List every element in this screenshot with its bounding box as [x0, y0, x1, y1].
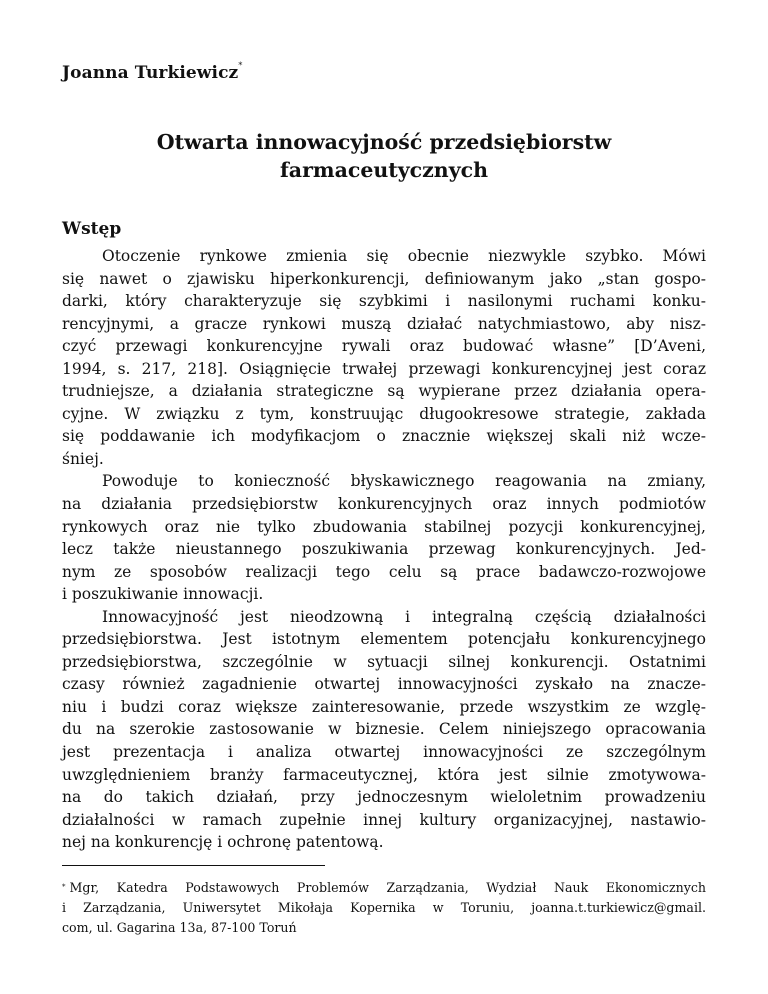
body-line: nym ze sposobów realizacji tego celu są prace badawczo-rozwojowe	[62, 562, 706, 581]
body-line: trudniejsze, a działania strategiczne są wypierane przez działania opera-	[62, 382, 706, 401]
paper-title	[62, 128, 706, 184]
body-line: cyjne. W związku z tym, konstruując długookresowe strategie, zakłada	[62, 404, 706, 423]
author-name-text: Joanna Turkiewicz	[62, 63, 239, 83]
footnote-mark: *	[62, 883, 66, 891]
footnote-line: com, ul. Gagarina 13a, 87-100 Toruń	[62, 920, 297, 935]
body-line: 1994, s. 217, 218]. Osiągnięcie trwałej przewagi konkurencyjnej jest coraz	[62, 359, 706, 378]
footnote-divider	[62, 865, 325, 866]
body-line: czyć przewagi konkurencyjne rywali oraz budować własne” [D’Aveni,	[62, 337, 706, 356]
paper-title-line-1: Otwarta innowacyjność przedsiębiorstw	[156, 130, 612, 154]
author-name	[62, 63, 242, 83]
body-line: przedsiębiorstwa. Jest istotnym elementem potencjału konkurencyjnego	[62, 630, 706, 649]
body-line: działalności w ramach zupełnie innej kultury organizacyjnej, nastawio-	[62, 810, 706, 829]
footnote	[62, 878, 706, 938]
paper-title-line-2: farmaceutycznych	[279, 158, 488, 182]
body-line: uwzględnieniem branży farmaceutycznej, która jest silnie zmotywowa-	[62, 765, 706, 784]
body-line: niu i budzi coraz większe zainteresowanie, przede wszystkim ze wzglę-	[62, 697, 706, 716]
author-footnote-mark: *	[238, 61, 243, 70]
body-line: darki, który charakteryzuje się szybkimi i nasilonymi ruchami konku-	[62, 292, 706, 311]
footnote-line-text: Mgr, Katedra Podstawowych Problemów Zarządzania, Wydział Nauk Ekonomicznych	[69, 880, 706, 895]
body-line: du na szerokie zastosowanie w biznesie. Celem niniejszego opracowania	[62, 720, 706, 739]
body-line: śniej.	[62, 449, 104, 468]
body-line: nej na konkurencję i ochronę patentową.	[62, 833, 384, 852]
body-line: Otoczenie rynkowe zmienia się obecnie niezwykle szybko. Mówi	[102, 247, 706, 265]
body-line: rynkowych oraz nie tylko zbudowania stabilnej pozycji konkurencyjnej,	[62, 517, 706, 536]
body-line: się poddawanie ich modyfikacjom o znacznie większej skali niż wcze-	[62, 427, 706, 446]
footnote-line	[62, 878, 706, 898]
body-line: rencyjnymi, a gracze rynkowi muszą działać natychmiastowo, aby nisz-	[62, 314, 706, 333]
body-line: czasy również zagadnienie otwartej innowacyjności zyskało na znacze-	[62, 675, 706, 694]
body-line: Innowacyjność jest nieodzowną i integralną częścią działalności	[102, 607, 706, 626]
body-line: lecz także nieustannego poszukiwania przewag konkurencyjnych. Jed-	[62, 540, 706, 559]
body-line: i poszukiwanie innowacji.	[62, 585, 264, 604]
footnote-line: i Zarządzania, Uniwersytet Mikołaja Kopernika w Toruniu, joanna.t.turkiewicz@gmail.	[62, 900, 706, 915]
body-line: Powoduje to konieczność błyskawicznego reagowania na zmiany,	[102, 472, 706, 491]
body-line: na do takich działań, przy jednoczesnym wieloletnim prowadzeniu	[62, 788, 706, 807]
body-line: przedsiębiorstwa, szczególnie w sytuacji silnej konkurencji. Ostatnimi	[62, 652, 706, 671]
body-line: na działania przedsiębiorstw konkurencyjnych oraz innych podmiotów	[62, 495, 706, 514]
section-heading: Wstęp	[62, 219, 122, 239]
body-line: jest prezentacja i analiza otwartej innowacyjności ze szczególnym	[62, 743, 706, 762]
body-text	[62, 245, 706, 854]
body-line: się nawet o zjawisku hiperkonkurencji, definiowanym jako „stan gospo-	[62, 269, 706, 288]
